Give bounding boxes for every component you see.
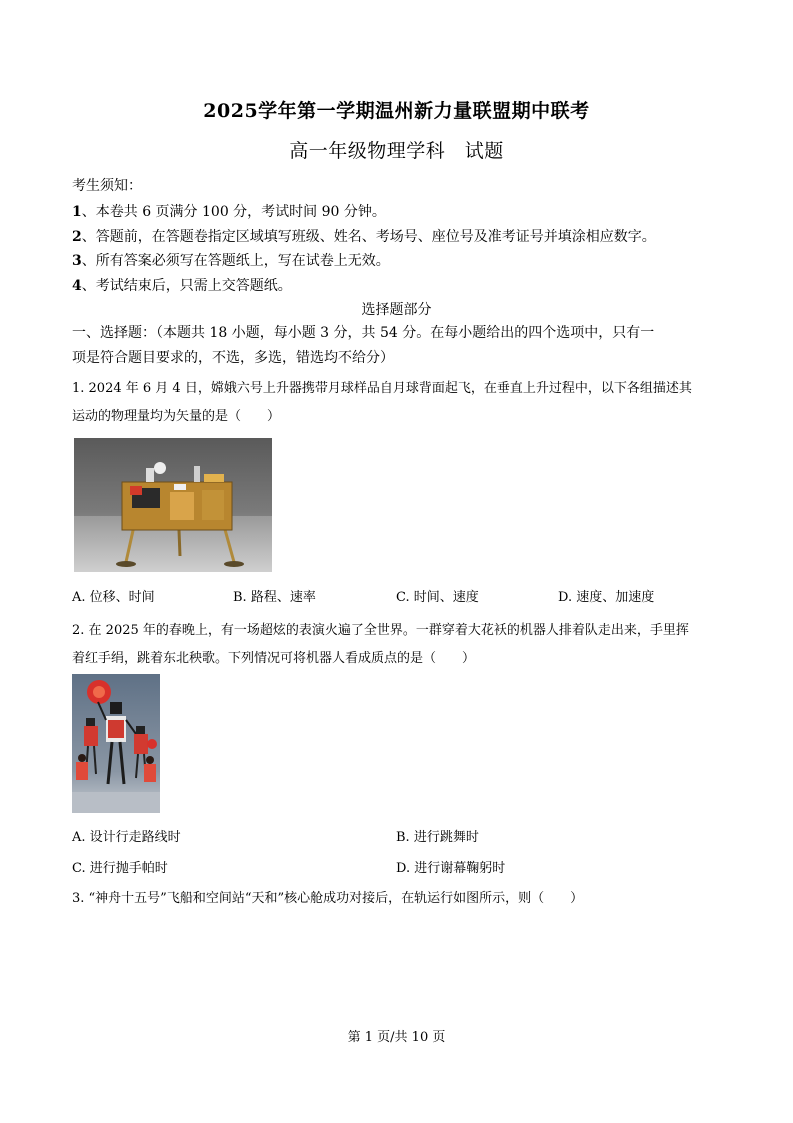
notice-item: [72, 275, 292, 295]
notice-item-text: 、所有答案必须写在答题纸上，写在试卷上无效。: [81, 253, 390, 269]
q1-option-c: C. 时间、速度: [396, 590, 479, 605]
section-instruction: 项是符合题目要求的，不选，多选，错选均不给分）: [72, 350, 394, 366]
notice-item-num: 4: [72, 278, 82, 294]
question-3-stem: 3. “神舟十五号”飞船和空间站“天和”核心舱成功对接后，在轨运行如图所示，则（ ）: [72, 891, 584, 906]
question-2-stem: 2. 在 2025 年的春晚上，有一场超炫的表演火遍了全世界。一群穿着大花袄的机器人排着队走出来，手里挥: [72, 623, 689, 638]
notice-item: [72, 250, 390, 270]
q1-option-d: D. 速度、加速度: [558, 590, 655, 605]
notice-item: [72, 226, 656, 246]
q2-option-c: C. 进行抛手帕时: [72, 861, 168, 876]
notice-item-num: 2: [72, 229, 82, 245]
lander-photo: [74, 438, 272, 572]
q2-option-b: B. 进行跳舞时: [396, 830, 479, 845]
q2-option-a: A. 设计行走路线时: [72, 830, 181, 845]
question-1-stem: 1. 2024 年 6 月 4 日，嫦娥六号上升器携带月球样品自月球背面起飞，在垂直上升过程中，以下各组描述其: [72, 381, 692, 396]
question-1-stem: 运动的物理量均为矢量的是（ ）: [72, 409, 281, 424]
notice-item-text: 、本卷共 6 页满分 100 分，考试时间 90 分钟。: [81, 204, 386, 220]
notice-item-text: 、考试结束后，只需上交答题纸。: [81, 278, 292, 294]
section-instruction: 一、选择题：（本题共 18 小题，每小题 3 分，共 54 分。在每小题给出的四个选项中，只有一: [72, 325, 655, 341]
robot-dance-photo: [72, 674, 160, 813]
exam-title: 2025学年第一学期温州新力量联盟期中联考: [203, 100, 590, 122]
q1-option-a: A. 位移、时间: [72, 590, 155, 605]
page-footer: 第 1 页/共 10 页: [347, 1030, 446, 1045]
notice-item-text: 、答题前，在答题卷指定区域填写班级、姓名、考场号、座位号及准考证号并填涂相应数字。: [81, 229, 656, 245]
notice-item-num: 1: [72, 204, 82, 220]
section-title: 选择题部分: [361, 302, 432, 318]
notice-item: [72, 201, 386, 221]
q1-option-b: B. 路程、速率: [233, 590, 316, 605]
notice-heading: 考生须知：: [72, 178, 142, 194]
notice-item-num: 3: [72, 253, 82, 269]
q2-option-d: D. 进行谢幕鞠躬时: [396, 861, 506, 876]
question-2-stem: 着红手绢，跳着东北秧歌。下列情况可将机器人看成质点的是（ ）: [72, 651, 476, 666]
exam-subtitle: 高一年级物理学科 试题: [289, 140, 504, 162]
